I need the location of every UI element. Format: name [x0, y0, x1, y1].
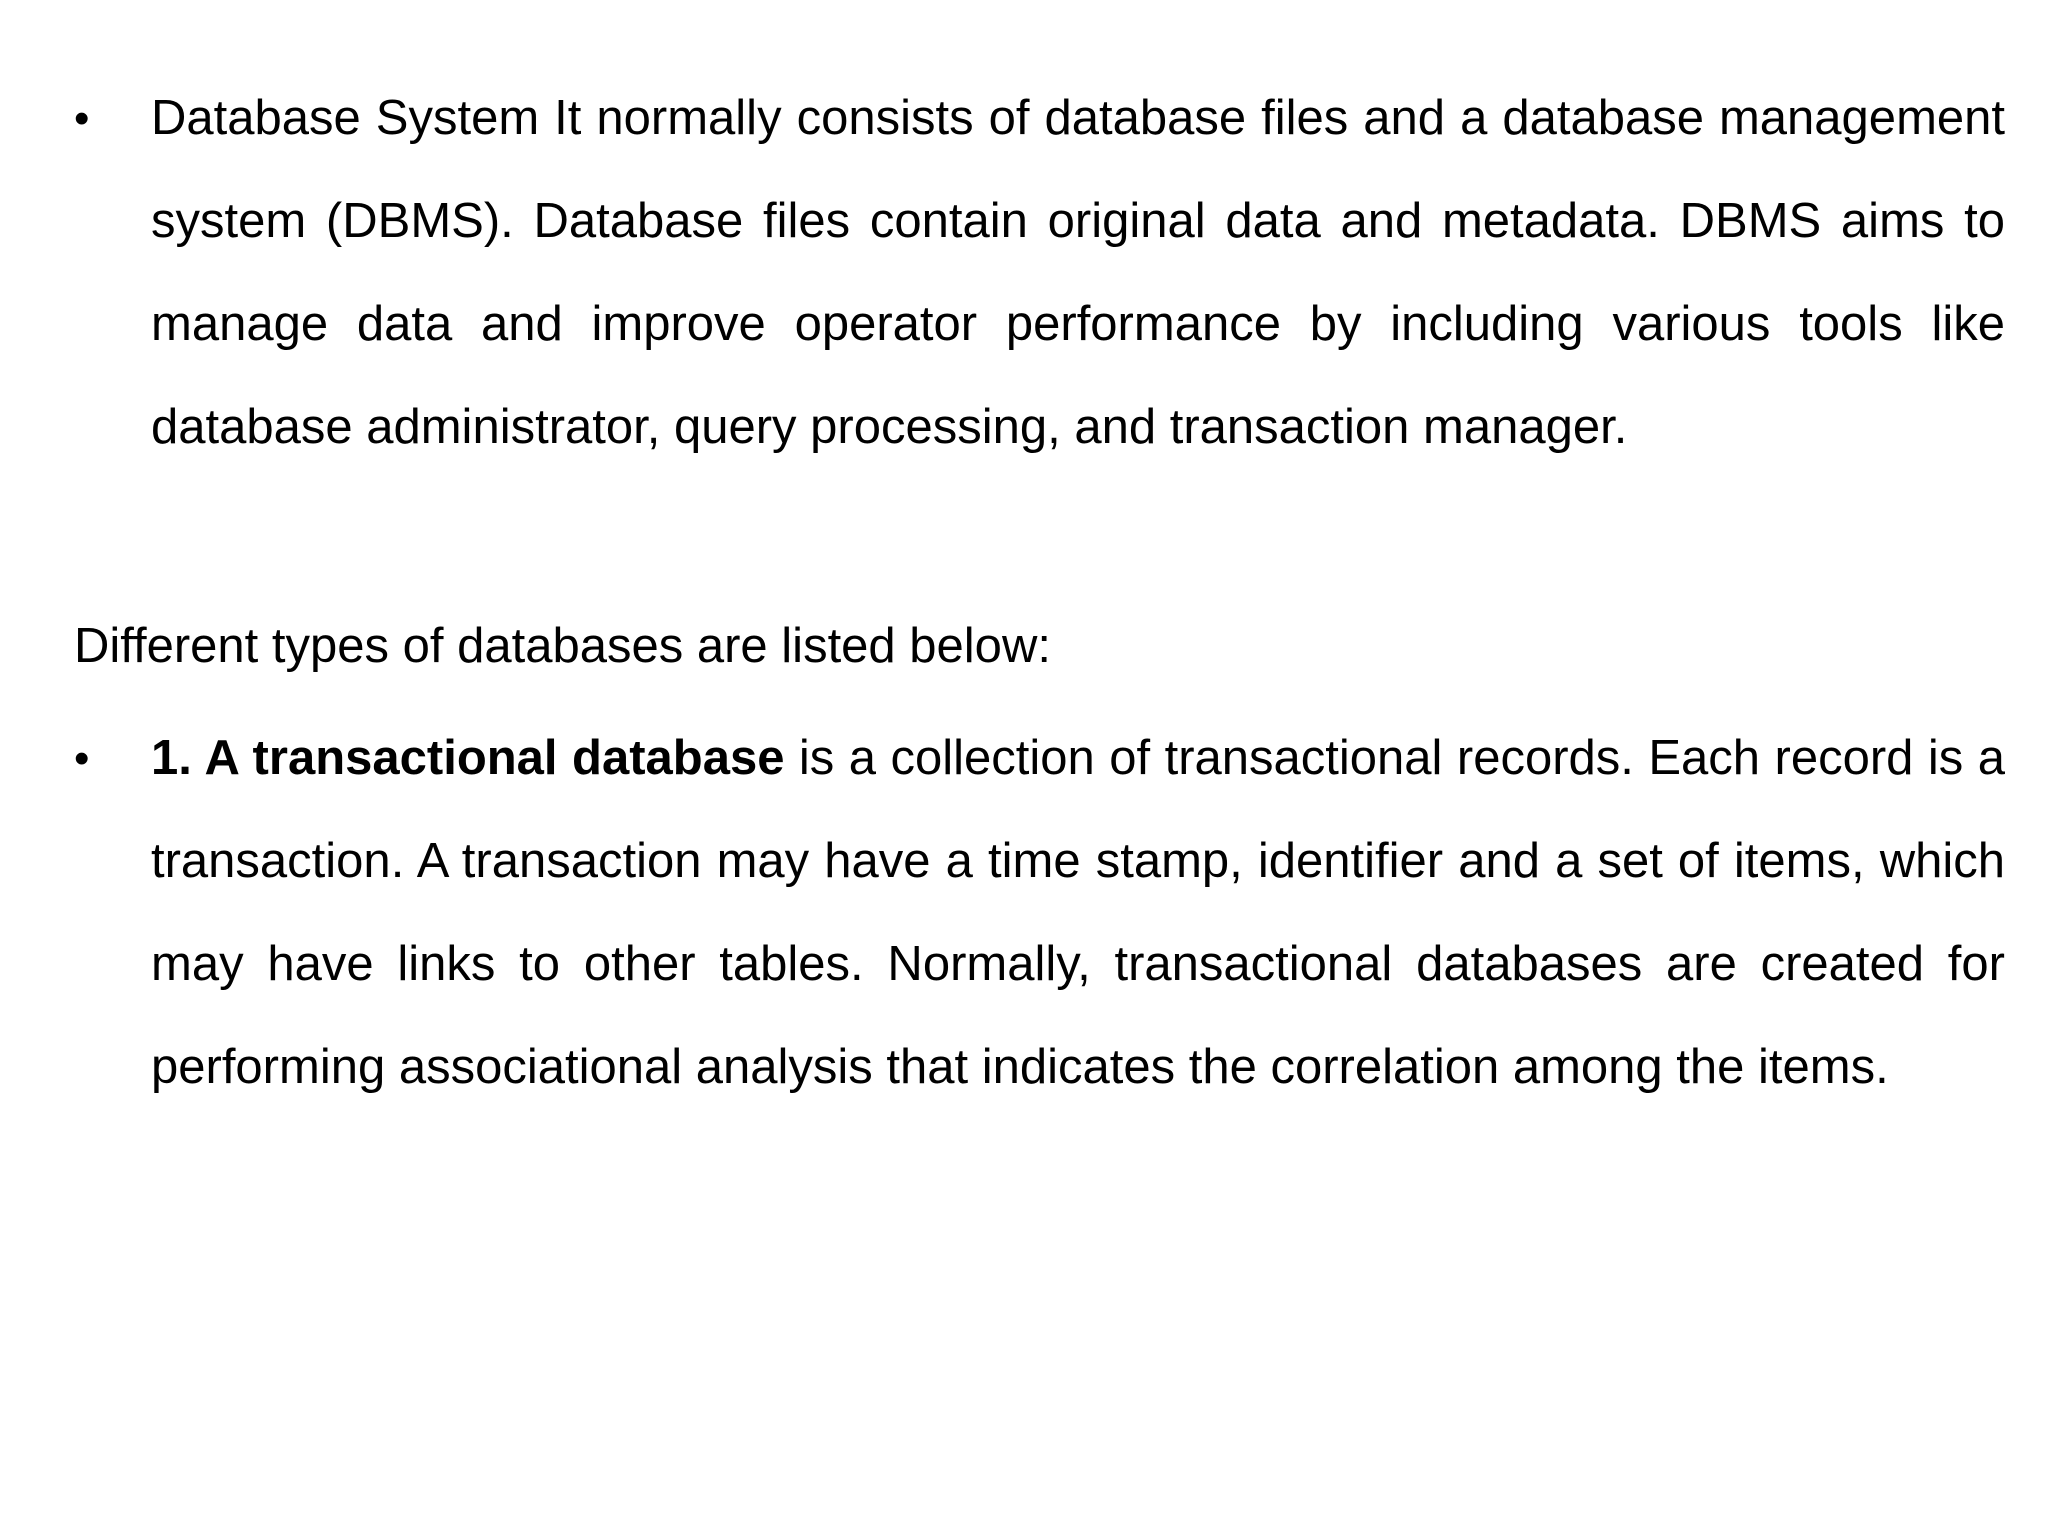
bullet-icon: • [74, 94, 90, 143]
paragraph-database-system-text: Database System It normally consists of database files and a database management system (DBMS). Database files contain original data and metadata. DBMS aims to manage data and improve operator performance by including various tools like database administrator, query processing, and transaction manager. [151, 91, 2005, 454]
paragraph-types-intro: Different types of databases are listed below: [74, 619, 1051, 673]
bullet-icon: • [74, 734, 90, 783]
bold-lead-text: 1. A transactional database [151, 731, 785, 785]
bullet-paragraph-transactional-database [74, 707, 2005, 1119]
paragraph-transactional-database-text [151, 707, 2005, 1119]
paragraph-body-text: is a collection of transactional records. Each record is a transaction. A transaction may have a time stamp, identifier and a set of items, which may have links to other tables. Normally, transactional databases are created for performing associational analysis that indicates the correlation among the items. [151, 731, 2005, 1094]
bullet-paragraph-database-system [74, 67, 2005, 479]
